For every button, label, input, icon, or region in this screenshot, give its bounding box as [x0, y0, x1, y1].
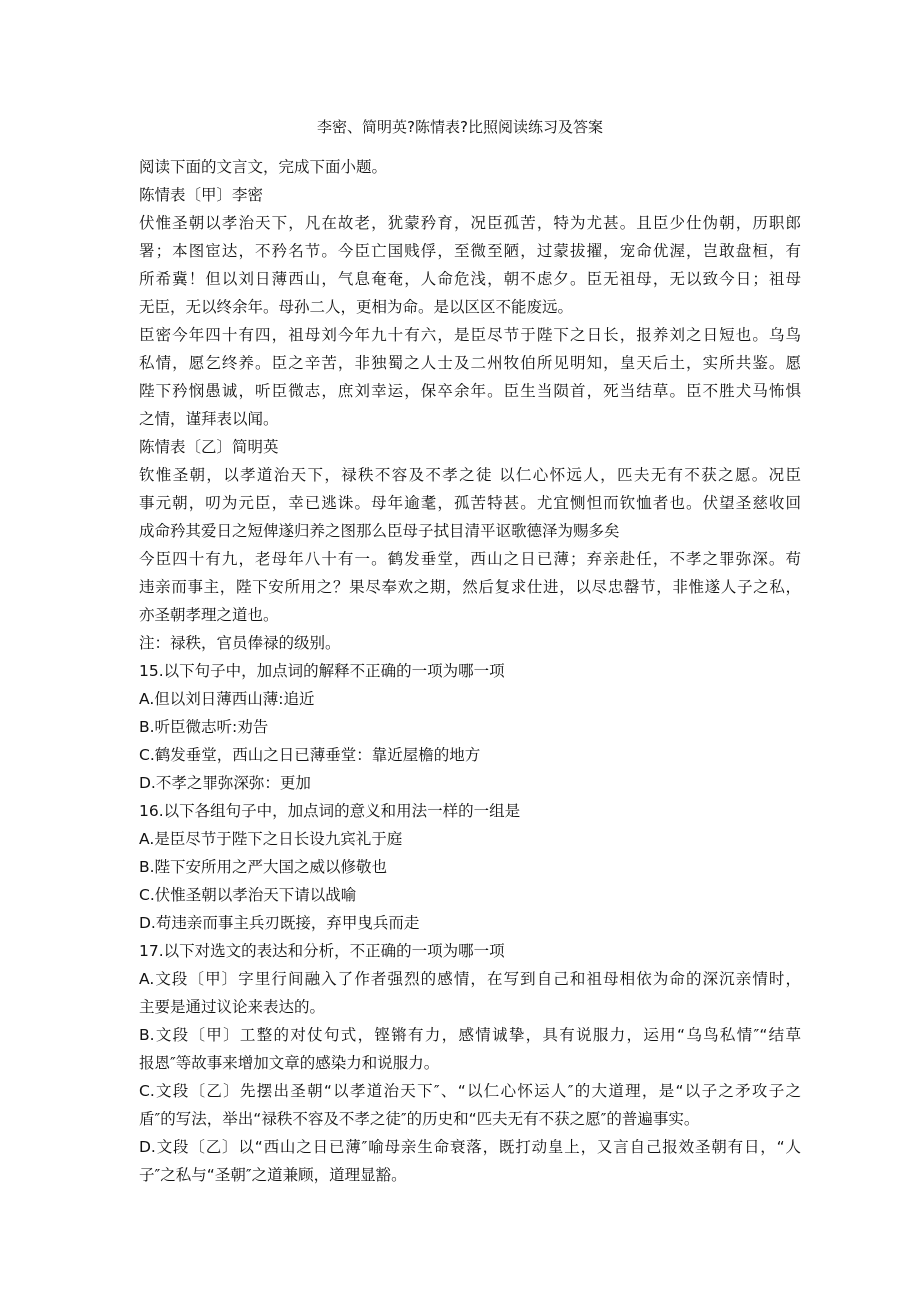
text-line: 主要是通过议论来表达的。 — [139, 998, 326, 1016]
text-line: B.文段〔甲〕工整的对仗句式，铿锵有力，感情诚挚，具有说服力，运用“乌鸟私情″“结草 — [139, 1026, 801, 1044]
text-line: D.不孝之罪弥深弥：更加 — [139, 774, 311, 792]
text-line: 之情，谨拜表以闻。 — [139, 410, 279, 428]
document-body — [139, 153, 801, 1189]
text-line: 无臣，无以终余年。母孙二人，更相为命。是以区区不能废远。 — [139, 298, 574, 316]
text-line: D.苟违亲而事主兵刃既接，弃甲曳兵而走 — [139, 914, 420, 932]
text-line: 成命矜其爱日之短俾遂归养之图那么臣母子拭目清平讴歌德泽为赐多矣 — [139, 522, 620, 540]
text-line: 陈情表〔乙〕简明英 — [139, 438, 279, 456]
text-line: 报恩″等故事来增加文章的感染力和说服力。 — [139, 1054, 440, 1072]
text-line: 盾″的写法，举出“禄秩不容及不孝之徒″的历史和“匹夫无有不获之愿″的普遍事实。 — [139, 1110, 700, 1128]
text-line: B.听臣微志听:劝告 — [139, 718, 269, 736]
text-line: 署；本图宦达，不矜名节。今臣亡国贱俘，至微至陋，过蒙拔擢，宠命优渥，岂敢盘桓，有 — [139, 242, 801, 260]
text-line: 今臣四十有九，老母年八十有一。鹤发垂堂，西山之日已薄；弃亲赴任，不孝之罪弥深。苟 — [139, 550, 801, 568]
text-line: 陛下矜悯愚诚，听臣微志，庶刘幸运，保卒余年。臣生当陨首，死当结草。臣不胜犬马怖惧 — [139, 382, 801, 400]
text-line: 亦圣朝孝理之道也。 — [139, 606, 279, 624]
text-line: D.文段〔乙〕以“西山之日已薄″喻母亲生命衰落，既打动皇上，又言自己报效圣朝有日，“人 — [139, 1138, 801, 1156]
text-line: C.鹤发垂堂，西山之日已薄垂堂：靠近屋檐的地方 — [139, 746, 481, 764]
text-line: 事元朝，叨为元臣，幸已逃诛。母年逾耄，孤苦特甚。尤宜恻怛而钦恤者也。伏望圣慈收回 — [139, 494, 801, 512]
text-line: 15.以下句子中，加点词的解释不正确的一项为哪一项 — [139, 662, 505, 680]
text-line: 伏惟圣朝以孝治天下，凡在故老，犹蒙矜育，况臣孤苦，特为尤甚。且臣少仕伪朝，历职郎 — [139, 214, 801, 232]
text-line: 违亲而事主，陛下安所用之？果尽奉欢之期，然后复求仕进，以尽忠罄节，非惟遂人子之私， — [139, 578, 801, 596]
text-line: 17.以下对选文的表达和分析，不正确的一项为哪一项 — [139, 942, 505, 960]
text-line: 16.以下各组句子中，加点词的意义和用法一样的一组是 — [139, 802, 521, 820]
text-line: C.文段〔乙〕先摆出圣朝“以孝道治天下″、“以仁心怀运人″的大道理，是“以子之矛攻子之 — [139, 1082, 801, 1100]
text-line: 所希冀！但以刘日薄西山，气息奄奄，人命危浅，朝不虑夕。臣无祖母，无以致今日；祖母 — [139, 270, 801, 288]
text-line: 钦惟圣朝，以孝道治天下，禄秩不容及不孝之徒 以仁心怀远人，匹夫无有不获之愿。况臣 — [139, 466, 801, 484]
text-line: 阅读下面的文言文，完成下面小题。 — [139, 158, 388, 176]
text-line: 臣密今年四十有四，祖母刘今年九十有六，是臣尽节于陛下之日长，报养刘之日短也。乌鸟 — [139, 326, 801, 344]
text-line: 陈情表〔甲〕李密 — [139, 186, 264, 204]
document-title: 李密、简明英?陈情表?比照阅读练习及答案 — [317, 118, 603, 136]
text-line: A.是臣尽节于陛下之日长设九宾礼于庭 — [139, 830, 403, 848]
text-line: A.但以刘日薄西山薄:追近 — [139, 690, 315, 708]
text-line: C.伏惟圣朝以孝治天下请以战喻 — [139, 886, 357, 904]
text-line: 私情，愿乞终养。臣之辛苦，非独蜀之人士及二州牧伯所见明知，皇天后土，实所共鉴。愿 — [139, 354, 801, 372]
text-line: A.文段〔甲〕字里行间融入了作者强烈的感情，在写到自己和祖母相依为命的深沉亲情时， — [139, 970, 801, 988]
text-line: B.陛下安所用之严大国之威以修敬也 — [139, 858, 388, 876]
text-line: 注：禄秩，官员俸禄的级别。 — [139, 634, 341, 652]
text-line: 子″之私与“圣朝″之道兼顾，道理显豁。 — [139, 1166, 407, 1184]
